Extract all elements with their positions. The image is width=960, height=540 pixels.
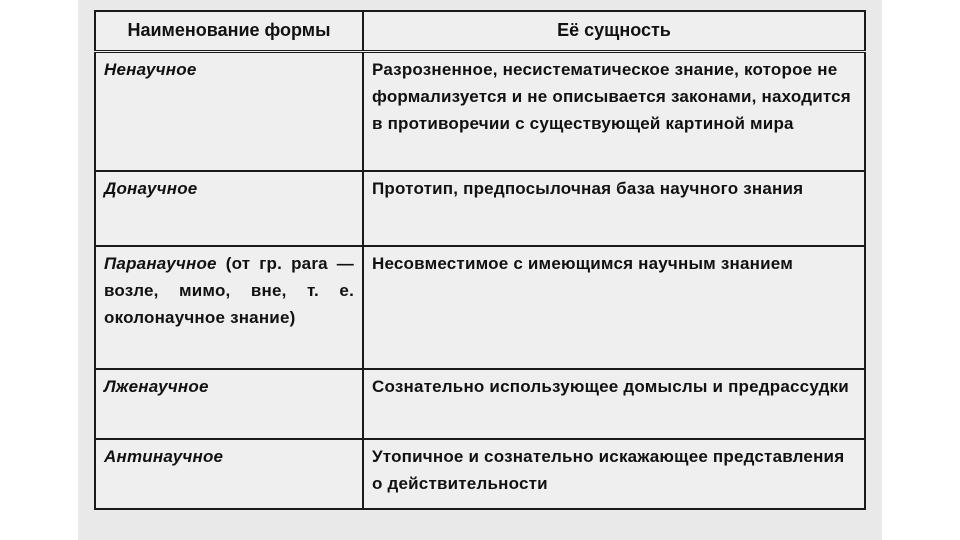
form-name-cell (95, 369, 363, 439)
table-row (95, 171, 865, 246)
essence-text: Несовместимое с имеющимся научным знанием (372, 254, 793, 273)
header-row (95, 11, 865, 51)
essence-cell (363, 369, 865, 439)
table-header (95, 11, 865, 51)
essence-cell (363, 171, 865, 246)
table-row (95, 246, 865, 369)
table-row (95, 439, 865, 509)
essence-text: Прототип, предпосылочная база научного знания (372, 179, 804, 198)
form-title: Ненаучное (104, 59, 197, 79)
table-row (95, 51, 865, 171)
form-title: Лженаучное (104, 377, 209, 396)
essence-text: Сознательно использующее домыслы и предрассудки (372, 377, 849, 396)
forms-of-knowledge-table (94, 10, 866, 510)
form-title: Антинаучное (104, 447, 224, 466)
table-row (95, 369, 865, 439)
essence-text: Утопичное и сознательно искажающее представления о действительности (372, 447, 845, 493)
form-name-cell (95, 171, 363, 246)
header-essence: Её сущность (363, 11, 865, 51)
form-name-cell (95, 439, 363, 509)
header-form-name: Наименование формы (95, 11, 363, 51)
essence-cell (363, 246, 865, 369)
form-note: (от гр. para — возле, мимо, вне, т. е. околонаучное знание) (104, 254, 354, 327)
table-body (95, 51, 865, 509)
essence-cell (363, 51, 865, 171)
essence-cell (363, 439, 865, 509)
essence-text: Разрозненное, несистематическое знание, которое не формализуется и не описывается законами, находится в противоречии с существующей картиной мира (372, 59, 851, 133)
form-name-cell (95, 246, 363, 369)
form-title: Паранаучное (104, 254, 217, 273)
form-title: Донаучное (104, 179, 198, 198)
form-name-cell (95, 51, 363, 171)
